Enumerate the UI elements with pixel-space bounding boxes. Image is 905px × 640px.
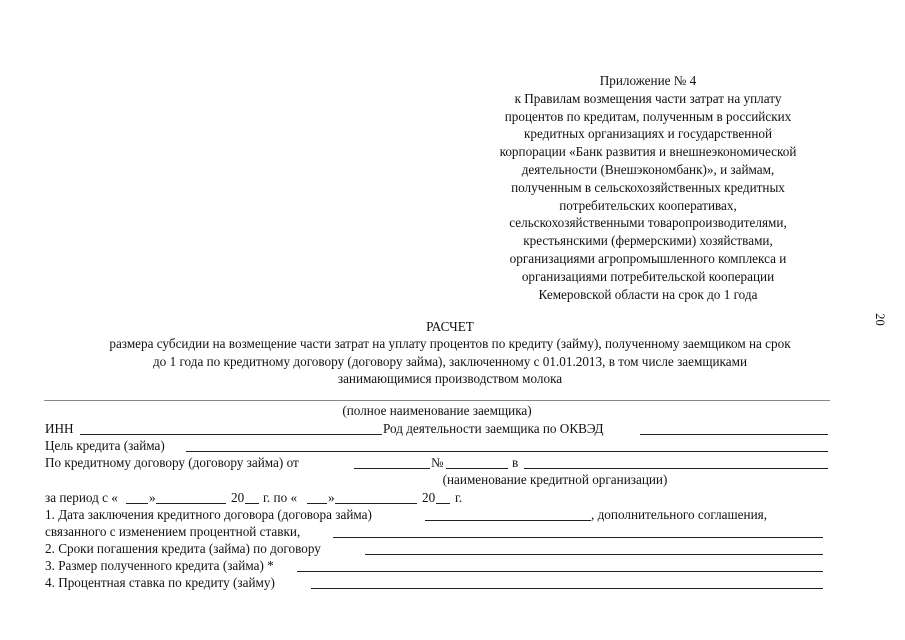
annex-header (470, 72, 826, 303)
bank-name-caption: (наименование кредитной организации) (442, 472, 668, 487)
page-number: 20 (872, 313, 887, 326)
item3-field[interactable] (297, 571, 823, 572)
period-year-prefix: 20 (231, 490, 245, 505)
item1-agreement-field[interactable] (333, 537, 823, 538)
document-title (30, 318, 870, 388)
contract-row (45, 455, 835, 472)
title-line: размера субсидии на возмещение части затрат на уплату процентов по кредиту (займу), полученному заемщиком на срок (109, 336, 791, 352)
item1-label: 1. Дата заключения кредитного договора (договора займа) (45, 507, 372, 522)
annex-line: крестьянскими (фермерскими) хозяйствами, (523, 233, 773, 249)
bank-name-field[interactable] (524, 468, 828, 469)
okved-field[interactable] (640, 434, 828, 435)
period-end-month-field[interactable] (335, 503, 417, 504)
period-start-month-field[interactable] (156, 503, 226, 504)
bank-in-label: в (512, 455, 519, 470)
contract-label: По кредитному договору (договору займа) от (45, 455, 299, 470)
contract-date-field[interactable] (354, 468, 430, 469)
period-quote: » (149, 490, 156, 505)
borrower-name-caption: (полное наименование заемщика) (342, 403, 532, 418)
title-line: занимающимися производством молока (337, 371, 563, 387)
inn-field[interactable] (80, 434, 382, 435)
period-quote: » (328, 490, 335, 505)
item4-label: 4. Процентная ставка по кредиту (займу) (45, 575, 275, 590)
okved-label: Род деятельности заемщика по ОКВЭД (383, 421, 604, 436)
item3-row (45, 558, 835, 575)
annex-line: организациями потребительской кооперации (521, 268, 775, 284)
period-start-year-field[interactable] (245, 503, 259, 504)
item4-row (45, 575, 835, 592)
annex-line: кредитных организациях и государственной (523, 126, 773, 142)
annex-line: полученным в сельскохозяйственных кредитных (511, 179, 785, 195)
period-year-prefix: 20 (422, 490, 436, 505)
annex-line: Кемеровской области на срок до 1 года (538, 286, 758, 302)
title-line: до 1 года по кредитному договору (договору займа), заключенному с 01.01.2013, в том числе заемщиками (152, 353, 748, 369)
inn-label: ИНН (45, 421, 74, 436)
annex-line: деятельности (Внешэкономбанк)», и займам, (521, 161, 775, 177)
item1-row (45, 507, 835, 524)
period-end-label: г. (455, 490, 463, 505)
inn-okved-row (45, 421, 835, 438)
annex-line: сельскохозяйственными товаропроизводителями, (509, 215, 787, 231)
item4-field[interactable] (311, 588, 823, 589)
item1-cont-label: связанного с изменением процентной ставки, (45, 524, 301, 539)
period-end-day-field[interactable] (307, 503, 327, 504)
purpose-row (45, 438, 835, 455)
purpose-label: Цель кредита (займа) (45, 438, 165, 453)
item1-cont-row (45, 524, 835, 541)
contract-number-label: № (431, 455, 444, 470)
period-mid-label: г. по « (263, 490, 298, 505)
annex-line: процентов по кредитам, полученным в российских (504, 108, 792, 124)
period-start-label: за период с « (45, 490, 118, 505)
item1-date-field[interactable] (425, 520, 591, 521)
annex-line: потребительских кооперативах, (559, 197, 737, 213)
annex-line: Приложение № 4 (599, 73, 697, 88)
item2-field[interactable] (365, 554, 823, 555)
item2-label: 2. Сроки погашения кредита (займа) по договору (45, 541, 321, 556)
annex-line: к Правилам возмещения части затрат на уплату (514, 90, 782, 106)
item2-row (45, 541, 835, 558)
period-end-year-field[interactable] (436, 503, 450, 504)
period-row (45, 490, 545, 507)
contract-number-field[interactable] (446, 468, 508, 469)
item1-suffix: , дополнительного соглашения, (591, 507, 768, 522)
annex-line: организациями агропромышленного комплекса и (509, 250, 787, 266)
annex-line: корпорации «Банк развития и внешнеэкономической (499, 144, 797, 160)
borrower-name-line[interactable] (44, 400, 830, 401)
item3-label: 3. Размер полученного кредита (займа) * (45, 558, 274, 573)
period-start-day-field[interactable] (126, 503, 148, 504)
title-heading: РАСЧЕТ (426, 319, 474, 334)
purpose-field[interactable] (186, 451, 828, 452)
